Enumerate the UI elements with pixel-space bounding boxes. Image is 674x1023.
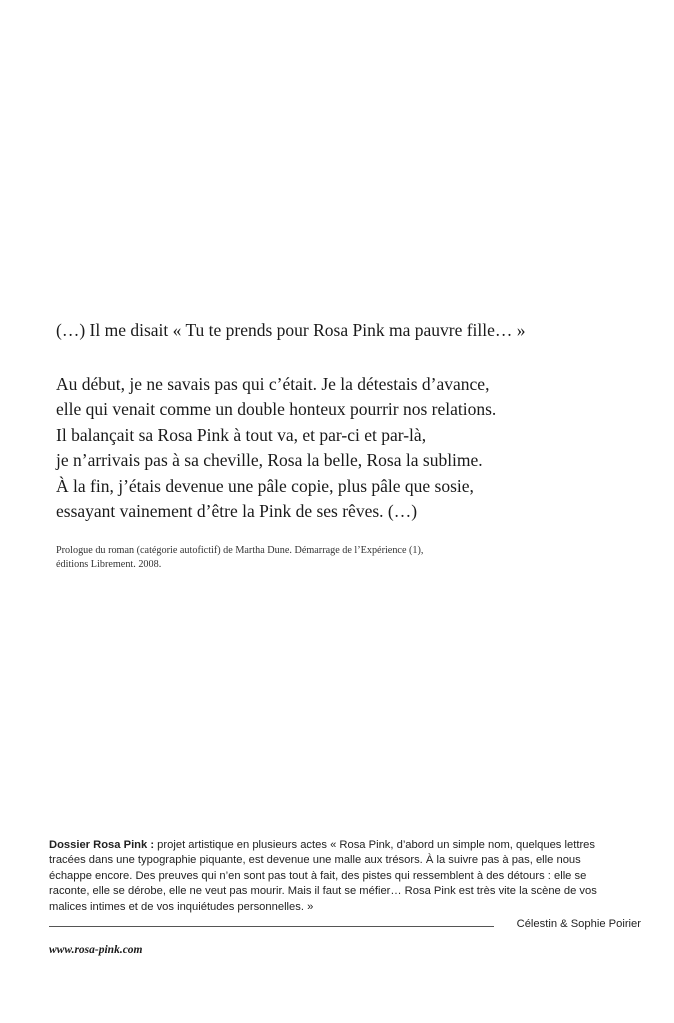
excerpt-line: À la fin, j’étais devenue une pâle copie, plus pâle que sosie, bbox=[56, 475, 474, 496]
dossier-line: raconte, elle se dérobe, elle ne veut pas mourir. Mais il faut se méfier… Rosa Pink est très vite la scène de vos bbox=[49, 885, 597, 898]
opening-quote: (…) Il me disait « Tu te prends pour Rosa Pink ma pauvre fille… » bbox=[56, 320, 526, 340]
prologue-excerpt bbox=[56, 372, 496, 524]
website-link[interactable]: www.rosa-pink.com bbox=[49, 944, 143, 956]
excerpt-line: Il balançait sa Rosa Pink à tout va, et par-ci et par-là, bbox=[56, 424, 427, 445]
excerpt-line: je n’arrivais pas à sa cheville, Rosa la belle, Rosa la sublime. bbox=[56, 450, 483, 471]
excerpt-line: Au début, je ne savais pas qui c’était. Je la détestais d’avance, bbox=[56, 374, 490, 394]
source-caption bbox=[56, 544, 423, 572]
dossier-label: Dossier Rosa Pink : bbox=[49, 839, 155, 851]
credit-row bbox=[49, 917, 641, 933]
excerpt-line: essayant vainement d’être la Pink de ses rêves. (…) bbox=[56, 501, 418, 522]
dossier-line: malices intimes et de vos inquiétudes personnelles. » bbox=[49, 900, 314, 913]
author-credit: Célestin & Sophie Poirier bbox=[516, 918, 641, 930]
divider-rule bbox=[49, 926, 494, 927]
excerpt-line: elle qui venait comme un double honteux pourrir nos relations. bbox=[56, 399, 497, 420]
dossier-description bbox=[49, 838, 643, 915]
caption-line: Prologue du roman (catégorie autofictif) de Martha Dune. Démarrage de l’Expérience (1), bbox=[56, 545, 424, 556]
dossier-line: échappe encore. Des preuves qui n’en sont pas tout à fait, des pistes qui ressemblent à des détours : elle se bbox=[49, 869, 587, 882]
dossier-text: projet artistique en plusieurs actes « Rosa Pink, d’abord un simple nom, quelques lettres bbox=[154, 839, 595, 851]
dossier-line: tracées dans une typographie piquante, est devenue une malle aux trésors. À la suivre pas à pas, elle nous bbox=[49, 854, 581, 867]
caption-line: éditions Librement. 2008. bbox=[56, 559, 162, 570]
dossier-line bbox=[49, 838, 643, 853]
